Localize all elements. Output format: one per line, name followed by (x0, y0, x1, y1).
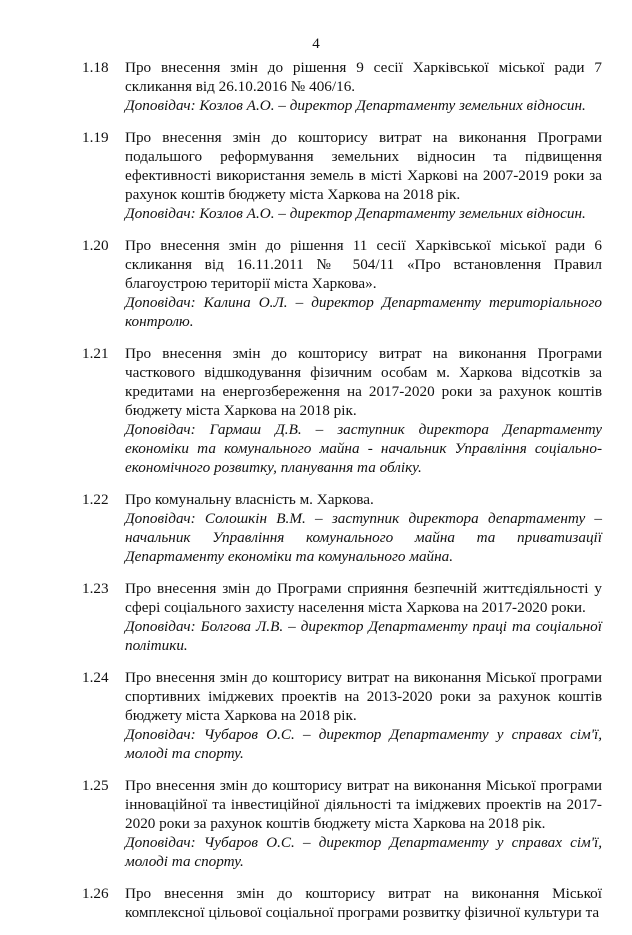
agenda-item-number: 1.25 (82, 777, 109, 794)
agenda-item (82, 579, 602, 655)
agenda-item-speaker: Доповідач: Гармаш Д.В. – заступник директора Департаменту економіки та комунального майна - начальник Управління соціально-економічного розвитку, планування та обліку. (125, 421, 602, 476)
agenda-item (82, 236, 602, 331)
agenda-item-title: Про комунальну власність м. Харкова. (125, 491, 374, 508)
agenda-item (82, 668, 602, 763)
agenda-item (82, 344, 602, 477)
agenda-item-number: 1.22 (82, 491, 109, 508)
agenda-item-number: 1.20 (82, 237, 109, 254)
agenda-item-title: Про внесення змін до рішення 9 сесії Харківської міської ради 7 скликання від 26.10.2016 № 406/16. (125, 59, 602, 95)
agenda-item-number: 1.19 (82, 129, 109, 146)
agenda-list (82, 58, 602, 935)
agenda-item-number: 1.23 (82, 580, 109, 597)
agenda-item (82, 58, 602, 115)
agenda-item-title: Про внесення змін до рішення 11 сесії Харківської міської ради 6 скликання від 16.11.2011 № 504/11 «Про встановлення Правил благоустрою території міста Харкова». (125, 237, 602, 292)
agenda-item (82, 776, 602, 871)
agenda-item (82, 490, 602, 566)
agenda-item-title: Про внесення змін до кошторису витрат на виконання Програми подальшого реформування земельних відносин та підвищення ефективності використання земель в місті Харкові на 2007-2019 роки за рахунок коштів бюджету міста Харкова на 2018 рік. (125, 129, 602, 203)
agenda-item-speaker: Доповідач: Козлов А.О. – директор Департаменту земельних відносин. (125, 205, 586, 222)
agenda-item-speaker: Доповідач: Болгова Л.В. – директор Департаменту праці та соціальної політики. (125, 618, 602, 654)
agenda-item-title: Про внесення змін до кошторису витрат на виконання Міської програми інноваційної та інвестиційної діяльності та іміджевих проектів на 2017-2020 роки за рахунок коштів бюджету міста Харкова на 2018 рік. (125, 777, 602, 832)
page-number: 4 (312, 36, 320, 52)
agenda-item (82, 884, 602, 922)
agenda-item-speaker: Доповідач: Калина О.Л. – директор Департаменту територіального контролю. (125, 294, 602, 330)
agenda-item-number: 1.21 (82, 345, 109, 362)
agenda-item-number: 1.24 (82, 669, 109, 686)
agenda-item-speaker: Доповідач: Чубаров О.С. – директор Департаменту у справах сім'ї, молоді та спорту. (125, 726, 602, 762)
agenda-item-speaker: Доповідач: Козлов А.О. – директор Департаменту земельних відносин. (125, 97, 586, 114)
agenda-item-title: Про внесення змін до кошторису витрат на виконання Міської комплексної цільової соціальної програми розвитку фізичної культури та (125, 885, 602, 921)
agenda-item-title: Про внесення змін до кошторису витрат на виконання Програми часткового відшкодування фізичним особам м. Харкова відсотків за кредитами на енергозбереження на 2017-2020 роки за рахунок коштів бюджету міста Харкова на 2018 рік. (125, 345, 602, 419)
agenda-item-speaker: Доповідач: Чубаров О.С. – директор Департаменту у справах сім'ї, молоді та спорту. (125, 834, 602, 870)
agenda-item (82, 128, 602, 223)
agenda-item-title: Про внесення змін до кошторису витрат на виконання Міської програми спортивних іміджевих проектів на 2013-2020 роки за рахунок коштів бюджету міста Харкова на 2018 рік. (125, 669, 602, 724)
agenda-item-number: 1.18 (82, 59, 109, 76)
agenda-item-speaker: Доповідач: Солошкін В.М. – заступник директора департаменту – начальник Управління комунального майна та приватизації Департаменту економіки та комунального майна. (125, 510, 602, 565)
agenda-item-title: Про внесення змін до Програми сприяння безпечній життєдіяльності у сфері соціального захисту населення міста Харкова на 2017-2020 роки. (125, 580, 602, 616)
agenda-item-number: 1.26 (82, 885, 109, 902)
